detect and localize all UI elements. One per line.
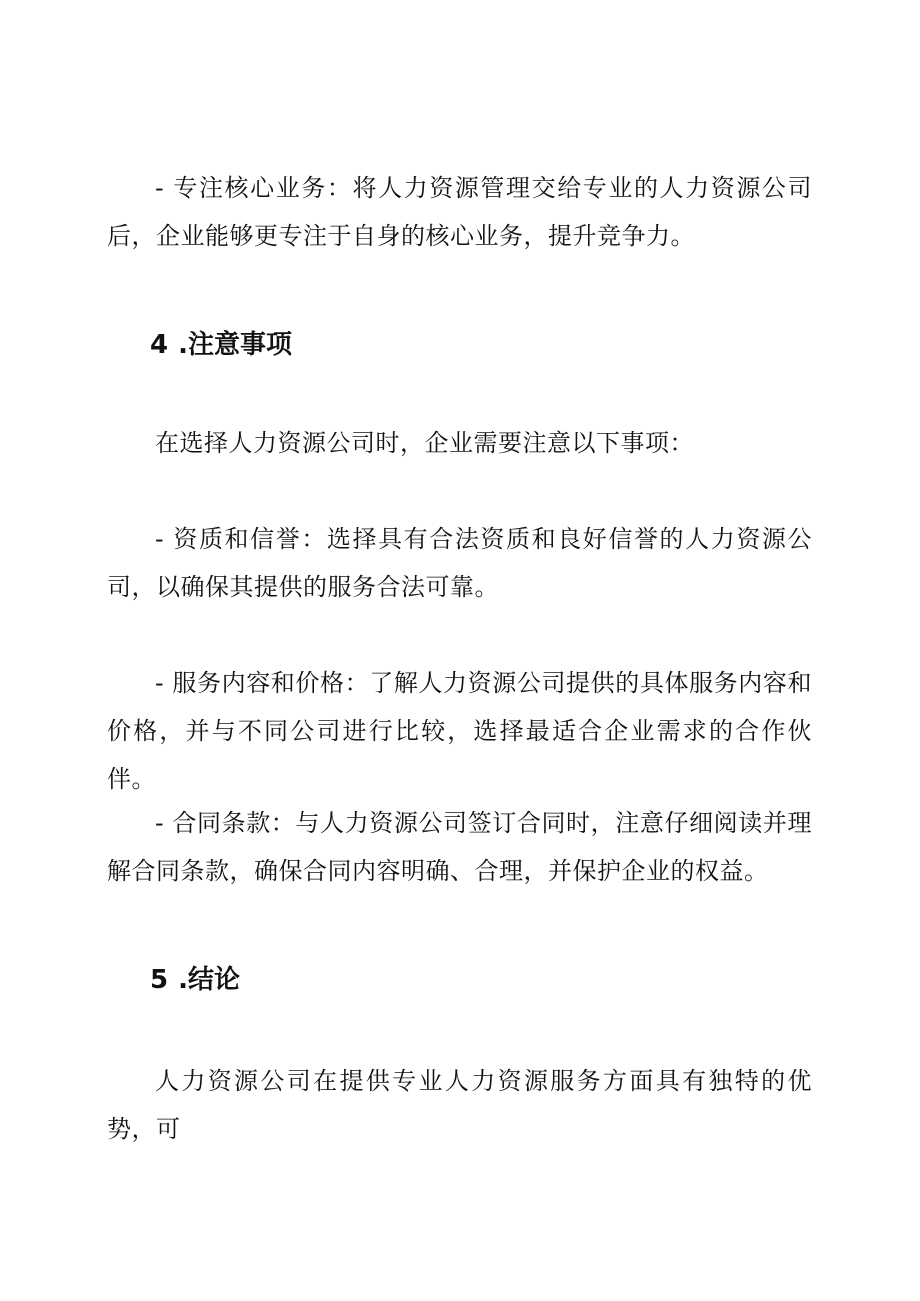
section-heading-4 xyxy=(150,325,292,365)
paragraph-conclusion: 人力资源公司在提供专业人力资源服务方面具有独特的优势，可 xyxy=(107,1067,812,1143)
paragraph-intro-considerations: 在选择人力资源公司时，企业需要注意以下事项： xyxy=(155,429,694,457)
section-number: 5 xyxy=(150,965,169,995)
section-title: .注意事项 xyxy=(178,330,292,360)
section-number: 4 xyxy=(150,330,169,360)
section-title: .结论 xyxy=(178,965,240,995)
paragraph-contract-terms: - 合同条款：与人力资源公司签订合同时，注意仔细阅读并理解合同条款，确保合同内容明确、合理，并保护企业的权益。 xyxy=(107,809,812,885)
section-heading-5 xyxy=(150,960,240,1000)
paragraph-focus-core-business: - 专注核心业务：将人力资源管理交给专业的人力资源公司后，企业能够更专注于自身的核心业务，提升竞争力。 xyxy=(107,174,812,250)
paragraph-service-price: - 服务内容和价格：了解人力资源公司提供的具体服务内容和价格，并与不同公司进行比较，选择最适合企业需求的合作伙伴。 xyxy=(107,669,812,793)
paragraph-qualification-reputation: - 资质和信誉：选择具有合法资质和良好信誉的人力资源公司，以确保其提供的服务合法可靠。 xyxy=(107,525,812,601)
